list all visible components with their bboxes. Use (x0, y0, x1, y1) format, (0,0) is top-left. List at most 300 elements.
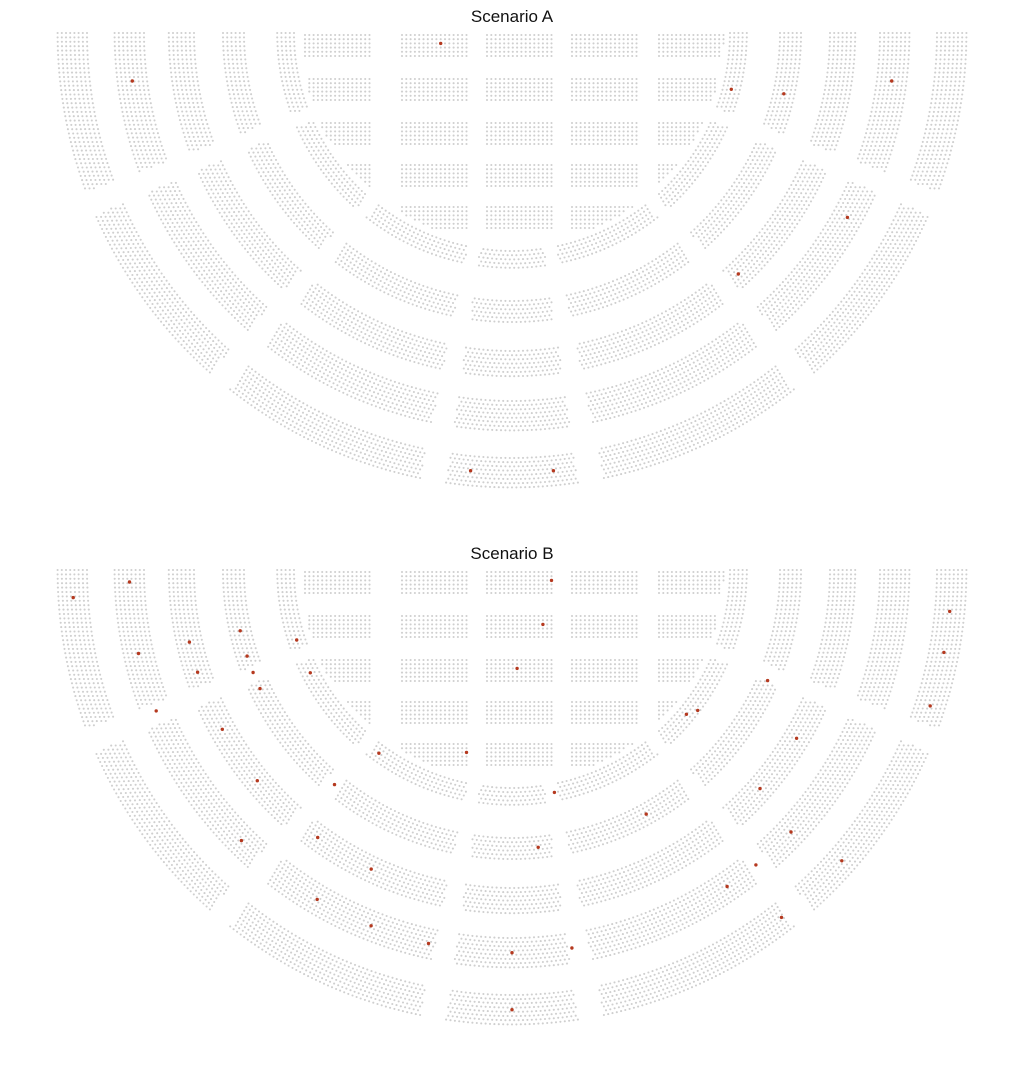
seat (122, 50, 124, 52)
seat (351, 368, 353, 370)
seat (901, 80, 903, 82)
seat (714, 308, 716, 310)
seat (791, 192, 793, 194)
seat (737, 41, 739, 43)
seat (819, 110, 821, 112)
seat (448, 249, 450, 251)
seat (478, 357, 480, 359)
seat (344, 185, 346, 187)
seat (821, 169, 823, 171)
seat (232, 58, 234, 60)
seat (235, 45, 237, 47)
seat (801, 172, 803, 174)
seat (838, 210, 840, 212)
seat (766, 167, 768, 169)
seat (387, 392, 389, 394)
seat (824, 233, 826, 235)
seat (175, 182, 177, 184)
seat (431, 305, 433, 307)
seat (306, 138, 308, 140)
seat (500, 375, 502, 377)
seat (679, 246, 681, 248)
seat (122, 36, 124, 38)
seat (247, 114, 249, 116)
seat (782, 207, 784, 209)
seat (359, 316, 361, 318)
seat (765, 243, 767, 245)
seat (730, 67, 732, 69)
seat (495, 249, 497, 251)
seat (253, 119, 255, 121)
seat (153, 162, 155, 164)
seat (533, 399, 535, 401)
seat (518, 258, 520, 260)
seat (145, 119, 147, 121)
seat (209, 144, 211, 146)
seat (287, 67, 289, 69)
seat (445, 313, 447, 315)
seat (272, 186, 274, 188)
seat (823, 110, 825, 112)
seat (884, 158, 886, 160)
seat (403, 231, 405, 233)
seat (579, 291, 581, 293)
seat (273, 256, 275, 258)
seat (794, 204, 796, 206)
seat (489, 416, 491, 418)
seat (781, 123, 783, 125)
seat (318, 247, 320, 249)
seat (755, 187, 757, 189)
seat (195, 252, 197, 254)
seat (607, 228, 609, 230)
seat (824, 248, 826, 250)
seat (703, 370, 705, 372)
seat (145, 102, 147, 104)
seat (520, 417, 522, 419)
seat (587, 349, 589, 351)
seat (362, 327, 364, 329)
seat (137, 72, 139, 74)
seat (420, 297, 422, 299)
seat (320, 226, 322, 228)
seat (395, 350, 397, 352)
seat (630, 385, 632, 387)
seat (315, 154, 317, 156)
seat (645, 384, 647, 386)
seat (725, 267, 727, 269)
seat (833, 210, 835, 212)
seat (215, 188, 217, 190)
seat (808, 276, 810, 278)
seat (409, 360, 411, 362)
seat (354, 333, 356, 335)
seat (198, 173, 200, 175)
seat (148, 115, 150, 117)
seat (707, 161, 709, 163)
seat (771, 148, 773, 150)
seat (190, 140, 192, 142)
seat (893, 106, 895, 108)
seat (400, 289, 402, 291)
seat (829, 256, 831, 258)
seat (252, 102, 254, 104)
seat (524, 304, 526, 306)
seat (850, 41, 852, 43)
seat (226, 172, 228, 174)
seat (437, 354, 439, 356)
seat (732, 50, 734, 52)
seat (724, 363, 726, 365)
seat (139, 145, 141, 147)
seat (832, 58, 834, 60)
seat (835, 98, 837, 100)
seat (203, 127, 205, 129)
seat (252, 251, 254, 253)
seat (226, 41, 228, 43)
seat (632, 280, 634, 282)
seat (439, 359, 441, 361)
seat (787, 45, 789, 47)
seat (887, 50, 889, 52)
seat (155, 153, 157, 155)
seat (264, 239, 266, 241)
seat (402, 286, 404, 288)
seat (835, 67, 837, 69)
seat (518, 412, 520, 414)
seat (803, 204, 805, 206)
seat (832, 140, 834, 142)
seat (336, 303, 338, 305)
seat (669, 194, 671, 196)
seat (873, 119, 875, 121)
seat (176, 237, 178, 239)
seat (885, 72, 887, 74)
seat (395, 341, 397, 343)
seat (667, 388, 669, 390)
seat (807, 258, 809, 260)
seat (322, 157, 324, 159)
seat (441, 355, 443, 357)
seat (714, 354, 716, 356)
seat (315, 368, 317, 370)
seat (728, 50, 730, 52)
seat (233, 226, 235, 228)
seat (283, 336, 285, 338)
seat (858, 153, 860, 155)
seat (259, 123, 261, 125)
seat (310, 154, 312, 156)
seat (805, 164, 807, 166)
seat (398, 382, 400, 384)
seat (502, 262, 504, 264)
seat (313, 150, 315, 152)
seat (238, 285, 240, 287)
seat (748, 263, 750, 265)
seat (491, 299, 493, 301)
seat (199, 127, 201, 129)
seat (840, 63, 842, 65)
seat (140, 58, 142, 60)
seat (386, 269, 388, 271)
seat (441, 304, 443, 306)
seat (408, 293, 410, 295)
seat (395, 288, 397, 290)
seat (364, 193, 366, 195)
seat (169, 218, 171, 220)
seat (357, 320, 359, 322)
seat (566, 417, 568, 419)
seat (130, 85, 132, 87)
seat (611, 412, 613, 414)
seat (300, 218, 302, 220)
seat (546, 361, 548, 363)
seat (223, 268, 225, 270)
seat (850, 85, 852, 87)
seat (376, 224, 378, 226)
seat (542, 424, 544, 426)
seat (478, 264, 480, 266)
seat (849, 93, 851, 95)
seat (592, 366, 594, 368)
seat (902, 72, 904, 74)
seat (785, 302, 787, 304)
seat (891, 58, 893, 60)
seat (197, 136, 199, 138)
seat (542, 399, 544, 401)
seat (280, 76, 282, 78)
seat (300, 333, 302, 335)
seat (883, 32, 885, 34)
seat (238, 114, 240, 116)
seat (346, 304, 348, 306)
seat (732, 54, 734, 56)
seat (270, 167, 272, 169)
seat (156, 145, 158, 147)
seat (398, 409, 400, 411)
seat (467, 423, 469, 425)
seat (842, 123, 844, 125)
seat (819, 262, 821, 264)
seat (593, 300, 595, 302)
seat (882, 58, 884, 60)
seat (611, 386, 613, 388)
seat (515, 400, 517, 402)
seat (502, 425, 504, 427)
seat (768, 156, 770, 158)
seat (349, 271, 351, 273)
seat (731, 84, 733, 86)
seat (732, 342, 734, 344)
seat (776, 123, 778, 125)
seat (333, 373, 335, 375)
seat (702, 296, 704, 298)
seat (135, 54, 137, 56)
seat (476, 369, 478, 371)
seat (891, 41, 893, 43)
seat (244, 85, 246, 87)
seat (249, 89, 251, 91)
seat (546, 424, 548, 426)
seat (738, 343, 740, 345)
seat (202, 123, 204, 125)
seat (802, 180, 804, 182)
seat (387, 232, 389, 234)
seat (695, 301, 697, 303)
seat (347, 328, 349, 330)
seat (155, 141, 157, 143)
seat (182, 115, 184, 117)
seat (670, 181, 672, 183)
seat (718, 142, 720, 144)
seat (832, 237, 834, 239)
seat (691, 183, 693, 185)
seat (200, 229, 202, 231)
seat (280, 32, 282, 34)
seat (764, 225, 766, 227)
seat (769, 152, 771, 154)
seat (645, 329, 647, 331)
seat (786, 106, 788, 108)
seat (143, 50, 145, 52)
seat (278, 58, 280, 60)
seat (757, 167, 759, 169)
seat (375, 218, 377, 220)
seat (136, 119, 138, 121)
seat (799, 293, 801, 295)
seat (399, 238, 401, 240)
seat (177, 110, 179, 112)
seat (411, 235, 413, 237)
seat (656, 216, 658, 218)
seat (660, 197, 662, 199)
seat (498, 321, 500, 323)
seat (774, 102, 776, 104)
seat (619, 344, 621, 346)
seat (401, 225, 403, 227)
seat (454, 255, 456, 257)
seat (553, 347, 555, 349)
seat (280, 324, 282, 326)
seat (300, 134, 302, 136)
seat (766, 314, 768, 316)
seat (188, 217, 190, 219)
seat (208, 185, 210, 187)
seat (227, 184, 229, 186)
seat (591, 296, 593, 298)
seat (644, 274, 646, 276)
seat (343, 171, 345, 173)
seat (563, 248, 565, 250)
seat (777, 89, 779, 91)
seat (471, 398, 473, 400)
seat (200, 259, 202, 261)
seat (306, 106, 308, 108)
seat (496, 308, 498, 310)
seat (786, 215, 788, 217)
seat (581, 304, 583, 306)
seat (786, 199, 788, 201)
seat (339, 185, 341, 187)
seat (882, 149, 884, 151)
seat (251, 127, 253, 129)
seat (372, 285, 374, 287)
seat (574, 310, 576, 312)
seat (415, 396, 417, 398)
seat (741, 193, 743, 195)
seat (482, 248, 484, 250)
seat (441, 364, 443, 366)
seat (533, 416, 535, 418)
seat (733, 32, 735, 34)
seat (175, 210, 177, 212)
seat (737, 212, 739, 214)
seat (123, 98, 125, 100)
seat (850, 186, 852, 188)
seat (431, 244, 433, 246)
seat (179, 76, 181, 78)
seat (211, 181, 213, 183)
seat (827, 259, 829, 261)
seat (239, 292, 241, 294)
seat (816, 136, 818, 138)
seat (127, 54, 129, 56)
seat (773, 325, 775, 327)
seat (603, 397, 605, 399)
seat (638, 342, 640, 344)
seat (131, 50, 133, 52)
seat (896, 36, 898, 38)
seat (697, 168, 699, 170)
seat (465, 410, 467, 412)
seat (126, 41, 128, 43)
seat (238, 218, 240, 220)
seat (615, 355, 617, 357)
seat (690, 231, 692, 233)
seat (376, 338, 378, 340)
seat (789, 196, 791, 198)
seat (363, 256, 365, 258)
seat (231, 85, 233, 87)
seat (414, 335, 416, 337)
seat (193, 217, 195, 219)
seat (482, 315, 484, 317)
seat (731, 185, 733, 187)
seat (879, 50, 881, 52)
seat (727, 58, 729, 60)
seat (176, 194, 178, 196)
seat (840, 206, 842, 208)
seat (159, 207, 161, 209)
seat (650, 266, 652, 268)
seat (315, 313, 317, 315)
seat (745, 186, 747, 188)
seat (461, 261, 463, 263)
seat (143, 158, 145, 160)
seat (605, 242, 607, 244)
seat (826, 98, 828, 100)
seat (520, 425, 522, 427)
seat (645, 402, 647, 404)
seat (343, 364, 345, 366)
seat (381, 385, 383, 387)
seat (286, 84, 288, 86)
seat (181, 45, 183, 47)
seat (672, 191, 674, 193)
seat (370, 340, 372, 342)
seat (142, 124, 144, 126)
seat (854, 186, 856, 188)
